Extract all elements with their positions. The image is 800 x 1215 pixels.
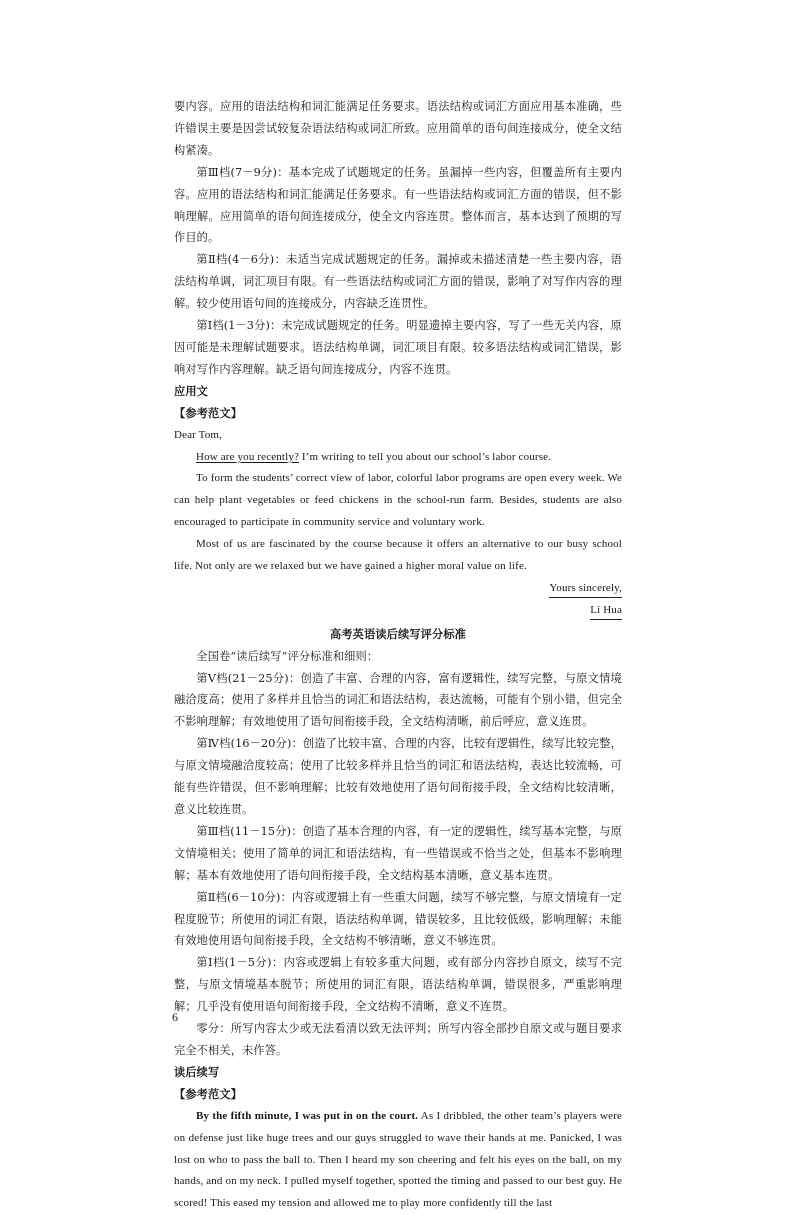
continuation-band-2: 第Ⅱ档(6－10分)：内容或逻辑上有一些重大问题，续写不够完整，与原文情境有一定程度脱节；所使用的词汇有限，语法结构单调，错误较多，且比较低级，影响理解；未能有效地使用语句间衔接手段，全文结构不够清晰，意义不够连贯。 — [174, 890, 622, 948]
applied-reference-label: 【参考范文】 — [174, 405, 243, 420]
continuation-reference-label: 【参考范文】 — [174, 1086, 243, 1101]
continuation-criteria-title: 高考英语读后续写评分标准 — [329, 626, 467, 641]
letter-signature: Li Hua — [590, 601, 622, 620]
letter-salutation: Dear Tom, — [174, 428, 223, 441]
continuation-band-1: 第Ⅰ档(1－5分)：内容或逻辑上有较多重大问题，或有部分内容抄自原文，续写不完整，与原文情境基本脱节；所使用的词汇有限，语法结构单调，错误很多，严重影响理解；几乎没有使用语句间衔接手段，全文结构不清晰，意义不连贯。 — [174, 956, 622, 1014]
applied-writing-heading: 应用文 — [174, 383, 209, 398]
continuation-band-5: 第Ⅴ档(21－25分)：创造了丰富、合理的内容，富有逻辑性，续写完整，与原文情境融洽度高；使用了多样并且恰当的词汇和语法结构，表达流畅，可能有个别小错，但完全不影响理解；有效地使用了语句间衔接手段，全文结构清晰，前后呼应，意义连贯。 — [174, 671, 622, 729]
continuation-writing-heading: 读后续写 — [174, 1064, 220, 1079]
letter-closing: Yours sincerely, — [549, 579, 622, 598]
letter-signature-line — [174, 600, 622, 622]
letter-paragraph-3: Most of us are fascinated by the course because it offers an alternative to our busy school life. Not only are we relaxed but we have gained a higher moral value on life. — [174, 538, 622, 573]
essay-bold-opening: By the fifth minute, I was put in on the court. — [196, 1109, 419, 1122]
continuation-band-3: 第Ⅲ档(11－15分)：创造了基本合理的内容，有一定的逻辑性，续写基本完整，与原文情境相关；使用了简单的词汇和语法结构，有一些错误或不恰当之处，但基本不影响理解；基本有效地使用了语句间衔接手段，全文结构基本清晰，意义基本连贯。 — [174, 824, 622, 882]
sample-essay-paragraph — [174, 1106, 622, 1215]
letter-opening-rest: I’m writing to tell you about our school’s labor course. — [299, 450, 552, 463]
sample-letter — [174, 425, 622, 622]
writing-band-3: 第Ⅲ档(7－9分)：基本完成了试题规定的任务。虽漏掉一些内容，但覆盖所有主要内容。应用的语法结构和词汇能满足任务要求。有一些语法结构或词汇方面的错误，但不影响理解。应用简单的语句间连接成分，使全文内容连贯。整体而言，基本达到了预期的写作目的。 — [174, 165, 622, 245]
letter-paragraph-1 — [174, 447, 622, 469]
page-content — [174, 96, 622, 1215]
page-number: 6 — [172, 1010, 178, 1024]
scoring-continuation-text: 要内容。应用的语法结构和词汇能满足任务要求。语法结构或词汇方面应用基本准确，些许错误主要是因尝试较复杂语法结构或词汇所致。应用简单的语句间连接成分，使全文结构紧凑。 — [174, 100, 622, 157]
continuation-intro: 全国卷“读后续写”评分标准和细则： — [196, 649, 379, 663]
writing-band-2: 第Ⅱ档(4－6分)：未适当完成试题规定的任务。漏掉或未描述清楚一些主要内容，语法结构单调，词汇项目有限。有一些语法结构或词汇方面的错误，影响了对写作内容的理解。较少使用语句间的连接成分，内容缺乏连贯性。 — [174, 253, 622, 311]
continuation-zero-score: 零分：所写内容太少或无法看清以致无法评判；所写内容全部抄自原文或与题目要求完全不相关，未作答。 — [174, 1022, 622, 1057]
continuation-band-4: 第Ⅳ档(16－20分)：创造了比较丰富、合理的内容，比较有逻辑性，续写比较完整，与原文情境融洽度较高；使用了比较多样并且恰当的词汇和语法结构，表达比较流畅，可能有些许错误，但不影响理解；比较有效地使用了语句间衔接手段，全文结构比较清晰，意义比较连贯。 — [174, 737, 622, 816]
letter-opening-underlined: How are you recently? — [196, 450, 300, 463]
letter-closing-line — [174, 578, 622, 600]
letter-paragraph-2: To form the students’ correct view of labor, colorful labor programs are open every week. We can help plant vegetables or feed chickens in the school-run farm. Besides, students are also encouraged to participate in community service and voluntary work. — [174, 472, 622, 529]
essay-body: As I dribbled, the other team’s players were on defense just like huge trees and our guys struggled to wave their hands at me. Panicked, I was lost on who to pass the ball to. Then I heard my son cheering and felt his eyes on the ball, on my hands, and on my neck. I pulled myself together, spotted the timing and passed to our best guy. He scored! This eased my tension and allowed me to play more confidently till the last — [174, 1109, 622, 1210]
writing-band-1: 第Ⅰ档(1－3分)：未完成试题规定的任务。明显遗掉主要内容，写了一些无关内容，原因可能是未理解试题要求。语法结构单调，词汇项目有限。较多语法结构或词汇错误，影响对写作内容理解。缺乏语句间连接成分，内容不连贯。 — [174, 319, 622, 376]
